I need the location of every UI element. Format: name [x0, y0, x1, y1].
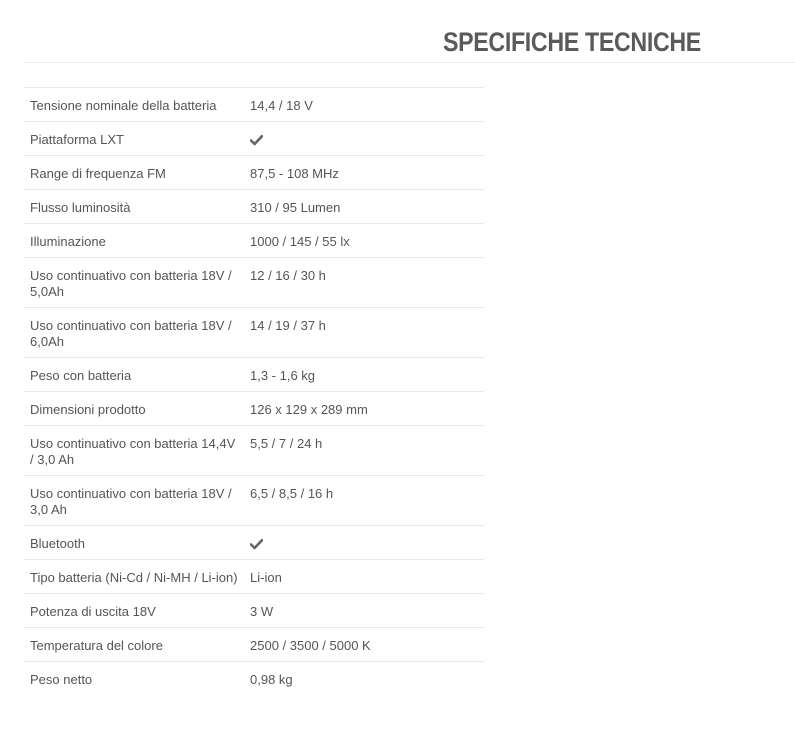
spec-label: Flusso luminosità	[24, 190, 244, 224]
spec-value: 14,4 / 18 V	[244, 88, 484, 122]
spec-value: Li-ion	[244, 560, 484, 594]
spec-label: Potenza di uscita 18V	[24, 594, 244, 628]
table-row	[24, 122, 484, 156]
table-row	[24, 358, 484, 392]
table-row	[24, 156, 484, 190]
spec-value: 6,5 / 8,5 / 16 h	[244, 476, 484, 526]
check-icon	[250, 134, 263, 146]
spec-label: Peso netto	[30, 672, 93, 687]
spec-value: 12 / 16 / 30 h	[244, 258, 484, 308]
page-title: SPECIFICHE TECNICHE	[443, 27, 701, 57]
spec-label: Peso con batteria	[24, 358, 244, 392]
spec-label: Uso continuativo con batteria 18V / 3,0 Ah	[24, 476, 244, 526]
spec-value: 3 W	[244, 594, 484, 628]
check-icon	[250, 538, 263, 550]
spec-label: Illuminazione	[24, 224, 244, 258]
spec-label: Tensione nominale della batteria	[24, 88, 244, 122]
table-row	[24, 628, 484, 662]
spec-label: Tipo batteria (Ni-Cd / Ni-MH / Li-ion)	[24, 560, 244, 594]
spec-value: 5,5 / 7 / 24 h	[244, 426, 484, 476]
spec-value: 87,5 - 108 MHz	[244, 156, 484, 190]
specifications-table	[24, 87, 484, 695]
table-row	[24, 594, 484, 628]
table-row	[24, 190, 484, 224]
table-row	[24, 426, 484, 476]
table-row	[24, 258, 484, 308]
spec-value: 1,3 - 1,6 kg	[244, 358, 484, 392]
spec-label: Uso continuativo con batteria 18V / 5,0Ah	[24, 258, 244, 308]
spec-label: Bluetooth	[24, 526, 244, 560]
spec-label: Uso continuativo con batteria 14,4V / 3,0 Ah	[24, 426, 244, 476]
spec-label: Range di frequenza FM	[24, 156, 244, 190]
spec-label: Dimensioni prodotto	[24, 392, 244, 426]
spec-label: Temperatura del colore	[24, 628, 244, 662]
spec-value: 2500 / 3500 / 5000 K	[244, 628, 484, 662]
spec-value: 14 / 19 / 37 h	[244, 308, 484, 358]
table-row	[24, 88, 484, 122]
spec-value	[244, 526, 484, 560]
table-row	[24, 526, 484, 560]
spec-value	[244, 122, 484, 156]
table-row	[24, 560, 484, 594]
spec-value: 310 / 95 Lumen	[244, 190, 484, 224]
spec-value: 1000 / 145 / 55 lx	[244, 224, 484, 258]
spec-value: 0,98 kg	[250, 672, 293, 687]
spec-label: Piattaforma LXT	[24, 122, 244, 156]
table-row	[24, 224, 484, 258]
table-row	[24, 662, 484, 696]
spec-label: Uso continuativo con batteria 18V / 6,0Ah	[24, 308, 244, 358]
table-row	[24, 392, 484, 426]
spec-value: 126 x 129 x 289 mm	[244, 392, 484, 426]
table-row	[24, 476, 484, 526]
table-row	[24, 308, 484, 358]
